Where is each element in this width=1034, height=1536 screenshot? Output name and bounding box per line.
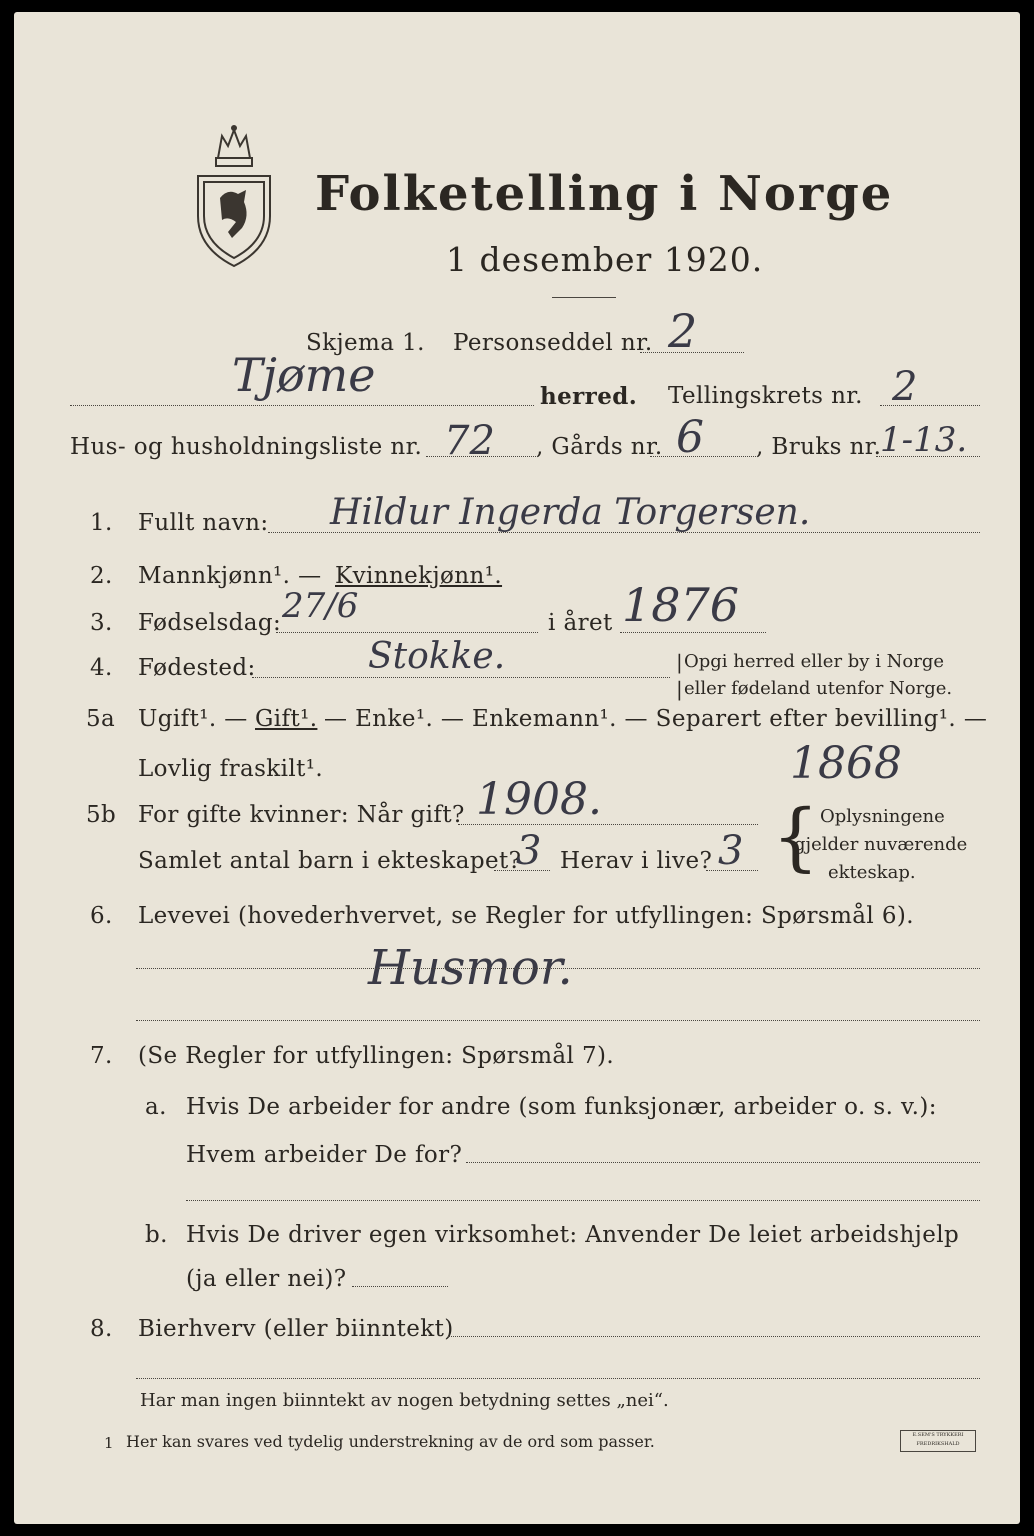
q8-label: Bierhverv (eller biinntekt) bbox=[138, 1316, 454, 1342]
q2-male-label[interactable]: Mannkjønn¹. — bbox=[138, 563, 322, 589]
q7a-number: a. bbox=[145, 1094, 167, 1120]
q7b-line[interactable] bbox=[352, 1286, 448, 1287]
q1-number: 1. bbox=[90, 510, 113, 536]
married-year-value[interactable]: 1908. bbox=[476, 774, 602, 825]
q5a-divorced[interactable]: Lovlig fraskilt¹. bbox=[138, 756, 324, 782]
q8-number: 8. bbox=[90, 1316, 113, 1342]
q7b-question: (ja eller nei)? bbox=[186, 1266, 347, 1292]
q8-line-2[interactable] bbox=[136, 1378, 980, 1379]
alive-value[interactable]: 3 bbox=[718, 828, 744, 874]
year-line bbox=[620, 632, 766, 633]
herred-label: herred. bbox=[540, 383, 638, 410]
q7-number: 7. bbox=[90, 1043, 113, 1069]
alive-label: Herav i live? bbox=[560, 848, 713, 874]
q4-note-1: Opgi herred eller by i Norge bbox=[684, 651, 945, 672]
q4-number: 4. bbox=[90, 655, 113, 681]
footnote-text: Her kan svares ved tydelig understrekning av de ord som passer. bbox=[126, 1432, 655, 1451]
q7a-line-2[interactable] bbox=[186, 1200, 980, 1201]
occupation-line-1 bbox=[136, 968, 980, 969]
q3-label: Fødselsdag: bbox=[138, 610, 282, 636]
q5b-number: 5b bbox=[86, 802, 117, 828]
q4-note-2: eller fødeland utenfor Norge. bbox=[684, 678, 953, 699]
hus-value[interactable]: 72 bbox=[444, 418, 495, 464]
q6-number: 6. bbox=[90, 903, 113, 929]
q2-number: 2. bbox=[90, 563, 113, 589]
q7a-text: Hvis De arbeider for andre (som funksjonær, arbeider o. s. v.): bbox=[186, 1094, 937, 1120]
q5a-number: 5a bbox=[86, 706, 116, 732]
birthplace-line bbox=[252, 677, 670, 678]
form-subtitle: 1 desember 1920. bbox=[446, 240, 764, 279]
skjema-label: Skjema 1. bbox=[306, 330, 425, 356]
year-label: i året bbox=[548, 610, 613, 636]
q1-label: Fullt navn: bbox=[138, 510, 269, 536]
footnote-number: 1 bbox=[104, 1434, 114, 1452]
occupation-value[interactable]: Husmor. bbox=[368, 940, 573, 996]
birthplace-value[interactable]: Stokke. bbox=[368, 636, 506, 677]
q7a-question: Hvem arbeider De for? bbox=[186, 1142, 463, 1168]
herred-value[interactable]: Tjøme bbox=[232, 348, 376, 402]
q4-brace-2: | bbox=[676, 677, 683, 701]
q5b-label: For gifte kvinner: Når gift? bbox=[138, 802, 465, 828]
q3-number: 3. bbox=[90, 610, 113, 636]
q5b-brace: { bbox=[772, 794, 820, 880]
printer-stamp: E.SEM'S TRYKKERI FREDRIKSHALD bbox=[900, 1430, 976, 1452]
q8-line[interactable] bbox=[448, 1336, 980, 1337]
q7b-text: Hvis De driver egen virksomhet: Anvender De leiet arbeidshjelp bbox=[186, 1222, 960, 1248]
q5a-other-options[interactable]: — Enke¹. — Enkemann¹. — Separert efter bevilling¹. — bbox=[324, 706, 988, 732]
herred-line bbox=[70, 405, 534, 406]
birthday-line bbox=[276, 632, 538, 633]
q5b-note-3: ekteskap. bbox=[828, 862, 916, 883]
full-name-value[interactable]: Hildur Ingerda Torgersen. bbox=[330, 492, 811, 533]
footer-note: Har man ingen biinntekt av nogen betydning settes „nei“. bbox=[140, 1390, 669, 1411]
tellingskrets-label: Tellingskrets nr. bbox=[668, 383, 863, 409]
bruks-label: , Bruks nr. bbox=[756, 434, 882, 460]
q2-female-label[interactable]: Kvinnekjønn¹. bbox=[335, 563, 503, 589]
q7a-line[interactable] bbox=[466, 1162, 980, 1163]
q7-label: (Se Regler for utfyllingen: Spørsmål 7). bbox=[138, 1043, 615, 1069]
q6-label: Levevei (hovederhvervet, se Regler for utfyllingen: Spørsmål 6). bbox=[138, 903, 915, 929]
q7b-number: b. bbox=[145, 1222, 168, 1248]
children-label: Samlet antal barn i ekteskapet? bbox=[138, 848, 522, 874]
q5b-note-1: Oplysningene bbox=[820, 806, 945, 827]
hus-label: Hus- og husholdningsliste nr. bbox=[70, 434, 423, 460]
q4-label: Fødested: bbox=[138, 655, 256, 681]
q5a-married[interactable]: Gift¹. bbox=[255, 706, 318, 732]
q4-brace: | bbox=[676, 650, 683, 674]
q5b-note-2: gjelder nuværende bbox=[794, 834, 968, 855]
title-divider bbox=[552, 297, 616, 298]
children-value[interactable]: 3 bbox=[516, 828, 542, 874]
form-title: Folketelling i Norge bbox=[315, 166, 894, 222]
birthday-value[interactable]: 27/6 bbox=[282, 586, 359, 626]
tellingskrets-value[interactable]: 2 bbox=[892, 364, 918, 410]
personseddel-label: Personseddel nr. bbox=[453, 330, 653, 356]
occupation-line-2 bbox=[136, 1020, 980, 1021]
coat-of-arms-icon bbox=[188, 120, 280, 270]
q5a-extra-year[interactable]: 1868 bbox=[790, 738, 902, 789]
birth-year-value[interactable]: 1876 bbox=[622, 578, 740, 632]
bruks-value[interactable]: 1-13. bbox=[880, 420, 968, 460]
q5a-unmarried[interactable]: Ugift¹. — bbox=[138, 706, 248, 732]
gards-label: , Gårds nr. bbox=[536, 434, 663, 460]
gards-value[interactable]: 6 bbox=[676, 412, 704, 463]
personseddel-value[interactable]: 2 bbox=[668, 304, 698, 358]
